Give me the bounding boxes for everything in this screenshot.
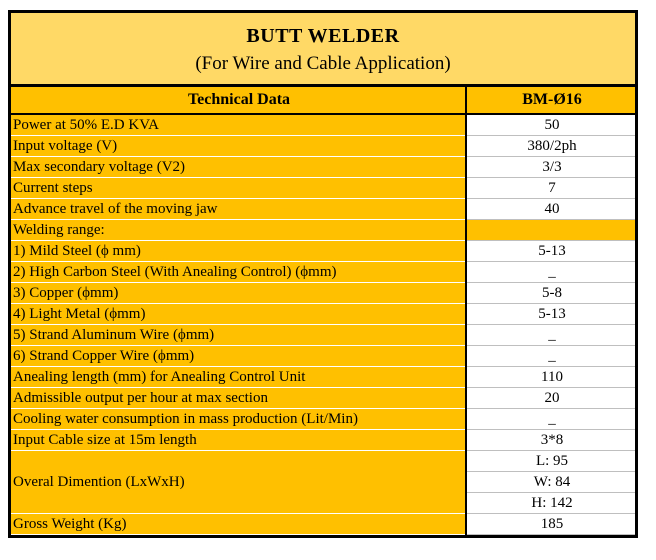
row-label: Max secondary voltage (V2) xyxy=(11,157,466,178)
row-label: 1) Mild Steel (ϕ mm) xyxy=(11,241,466,262)
row-value: _ xyxy=(466,262,635,283)
table-header-row xyxy=(11,87,635,114)
row-label: Input Cable size at 15m length xyxy=(11,430,466,451)
row-value: 20 xyxy=(466,388,635,409)
dimension-width: W: 84 xyxy=(466,472,635,493)
table-row xyxy=(11,241,635,262)
weight-value: 185 xyxy=(466,514,635,535)
row-label: Welding range: xyxy=(11,220,466,241)
row-label: 2) High Carbon Steel (With Anealing Control) (ϕmm) xyxy=(11,262,466,283)
table-row xyxy=(11,346,635,367)
table-row xyxy=(11,367,635,388)
table-row xyxy=(11,451,635,472)
table-row xyxy=(11,409,635,430)
row-value: 5-13 xyxy=(466,304,635,325)
row-label: 5) Strand Aluminum Wire (ϕmm) xyxy=(11,325,466,346)
table-row xyxy=(11,430,635,451)
dimension-height: H: 142 xyxy=(466,493,635,514)
table-row xyxy=(11,262,635,283)
document-subtitle: (For Wire and Cable Application) xyxy=(195,53,451,74)
row-value: 380/2ph xyxy=(466,136,635,157)
row-label: Current steps xyxy=(11,178,466,199)
row-value: 50 xyxy=(466,114,635,136)
table-row xyxy=(11,199,635,220)
row-value: 40 xyxy=(466,199,635,220)
dimension-label: Overal Dimention (LxWxH) xyxy=(11,451,466,514)
row-value: _ xyxy=(466,346,635,367)
table-row xyxy=(11,220,635,241)
dimension-length: L: 95 xyxy=(466,451,635,472)
row-value: _ xyxy=(466,409,635,430)
row-value: _ xyxy=(466,325,635,346)
table-row xyxy=(11,514,635,535)
row-label: 6) Strand Copper Wire (ϕmm) xyxy=(11,346,466,367)
row-label: 4) Light Metal (ϕmm) xyxy=(11,304,466,325)
row-value xyxy=(466,220,635,241)
row-label: Power at 50% E.D KVA xyxy=(11,114,466,136)
weight-label: Gross Weight (Kg) xyxy=(11,514,466,535)
table-row xyxy=(11,136,635,157)
row-value: 3*8 xyxy=(466,430,635,451)
table-row xyxy=(11,325,635,346)
title-block xyxy=(11,13,635,87)
row-value: 110 xyxy=(466,367,635,388)
spec-sheet xyxy=(8,10,638,538)
row-label: Cooling water consumption in mass production (Lit/Min) xyxy=(11,409,466,430)
header-technical-data: Technical Data xyxy=(11,87,466,114)
row-label: Input voltage (V) xyxy=(11,136,466,157)
table-row xyxy=(11,304,635,325)
row-value: 3/3 xyxy=(466,157,635,178)
row-label: Advance travel of the moving jaw xyxy=(11,199,466,220)
table-row xyxy=(11,114,635,136)
table-row xyxy=(11,283,635,304)
document-title: BUTT WELDER xyxy=(246,25,400,47)
table-row xyxy=(11,157,635,178)
header-model: BM-Ø16 xyxy=(466,87,635,114)
row-label: 3) Copper (ϕmm) xyxy=(11,283,466,304)
row-label: Admissible output per hour at max section xyxy=(11,388,466,409)
row-value: 5-13 xyxy=(466,241,635,262)
table-row xyxy=(11,388,635,409)
row-value: 7 xyxy=(466,178,635,199)
row-label: Anealing length (mm) for Anealing Control Unit xyxy=(11,367,466,388)
row-value: 5-8 xyxy=(466,283,635,304)
specifications-table xyxy=(11,87,635,535)
table-row xyxy=(11,178,635,199)
